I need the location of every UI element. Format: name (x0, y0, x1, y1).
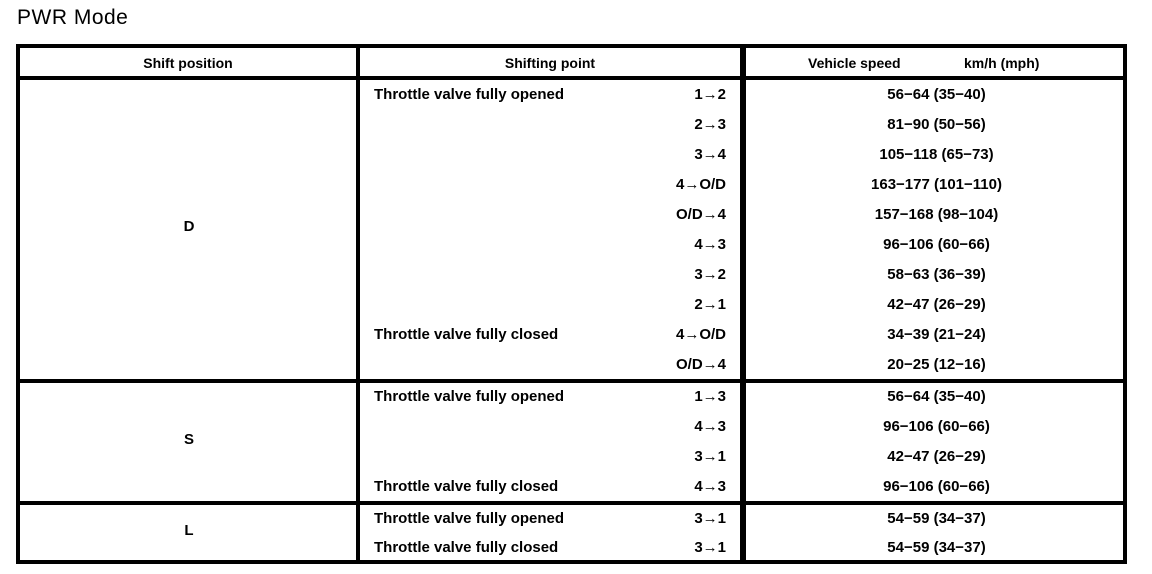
shift-cell: 3→4 (694, 146, 726, 163)
shift-cell: 3→1 (694, 510, 726, 527)
table-row (20, 260, 1123, 290)
table-row (20, 504, 1123, 534)
header-vehicle-speed (746, 48, 1123, 79)
condition-cell: Throttle valve fully closed (374, 326, 559, 343)
table-row (20, 140, 1123, 170)
table-row (20, 230, 1123, 260)
condition-cell: Throttle valve fully closed (374, 478, 559, 495)
speed-cell: 54−59 (34−37) (887, 510, 986, 527)
speed-cell: 96−106 (60−66) (883, 418, 990, 435)
shift-cell: 4→3 (694, 478, 726, 495)
table-row (20, 472, 1123, 502)
condition-cell: Throttle valve fully closed (374, 539, 559, 556)
vehicle-speed-label: Vehicle speed (808, 55, 901, 71)
shift-cell: 2→3 (694, 116, 726, 133)
table-row (20, 382, 1123, 412)
speed-cell: 96−106 (60−66) (883, 236, 990, 253)
table-row (20, 80, 1123, 110)
table-row (20, 320, 1123, 350)
position-s: S (183, 431, 194, 448)
shift-table (16, 44, 1127, 564)
condition-cell: Throttle valve fully opened (374, 510, 565, 527)
condition-cell: Throttle valve fully opened (374, 388, 565, 405)
table-row (20, 170, 1123, 200)
header-shift-position: Shift position (143, 55, 233, 71)
table-row (20, 533, 1123, 563)
position-d: D (183, 218, 195, 235)
shift-cell: 4→O/D (675, 326, 726, 343)
shift-cell: 3→1 (694, 448, 726, 465)
page-title: PWR Mode (17, 6, 129, 29)
speed-cell: 157−168 (98−104) (874, 206, 999, 223)
speed-cell: 81−90 (50−56) (887, 116, 986, 133)
speed-cell: 42−47 (26−29) (887, 448, 986, 465)
table-row (20, 110, 1123, 140)
shift-cell: 1→2 (694, 86, 726, 103)
speed-cell: 105−118 (65−73) (879, 146, 994, 163)
table-row (20, 200, 1123, 230)
shift-cell: 4→3 (694, 418, 726, 435)
shift-cell: 4→3 (694, 236, 726, 253)
header-shifting-point: Shifting point (504, 55, 596, 71)
speed-cell: 56−64 (35−40) (887, 388, 986, 405)
table-row (20, 290, 1123, 320)
speed-cell: 34−39 (21−24) (887, 326, 986, 343)
speed-unit-label: km/h (mph) (964, 55, 1040, 71)
speed-cell: 54−59 (34−37) (887, 539, 986, 556)
speed-cell: 56−64 (35−40) (887, 86, 986, 103)
speed-cell: 42−47 (26−29) (887, 296, 986, 313)
shift-cell: 4→O/D (675, 176, 726, 193)
table-row (20, 442, 1123, 472)
speed-cell: 163−177 (101−110) (871, 176, 1002, 193)
table-row (20, 412, 1123, 442)
speed-cell: 20−25 (12−16) (887, 356, 986, 373)
shift-cell: 3→2 (694, 266, 726, 283)
speed-cell: 58−63 (36−39) (887, 266, 986, 283)
speed-cell: 96−106 (60−66) (883, 478, 990, 495)
condition-cell: Throttle valve fully opened (374, 86, 565, 103)
table-row (20, 350, 1123, 380)
position-l: L (184, 522, 194, 539)
shift-cell: 2→1 (694, 296, 726, 313)
shift-cell: 3→1 (694, 539, 726, 556)
shift-cell: O/D→4 (675, 356, 726, 373)
shift-cell: 1→3 (694, 388, 726, 405)
shift-cell: O/D→4 (675, 206, 726, 223)
